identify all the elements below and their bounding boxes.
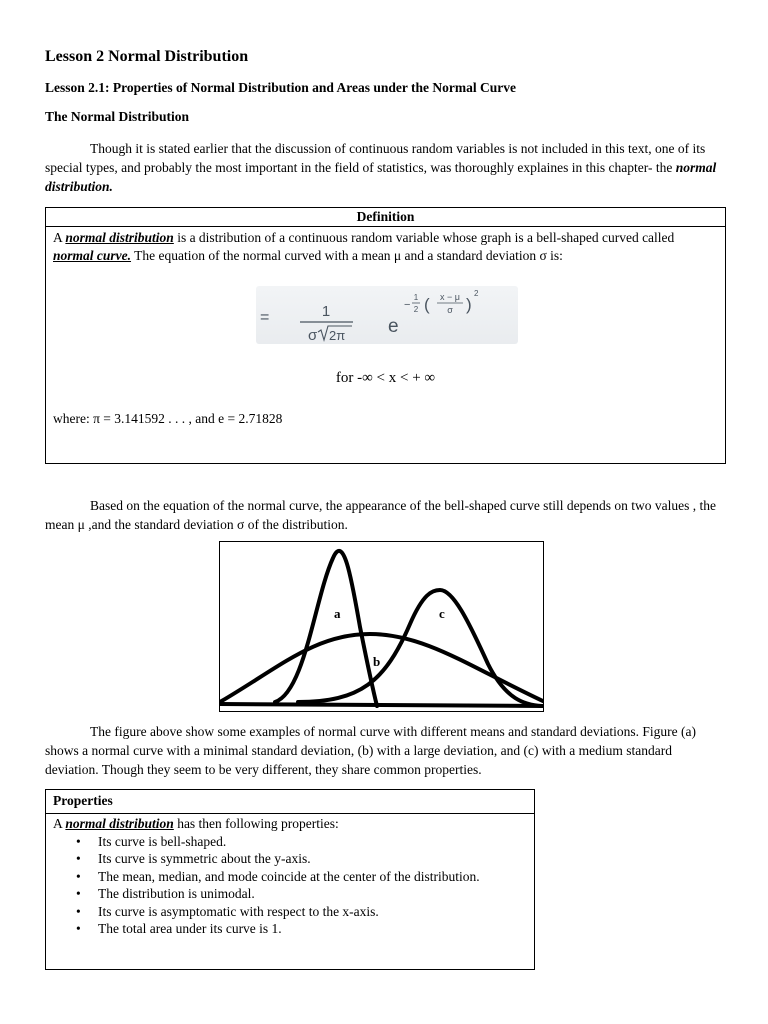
list-item: • The mean, median, and mode coincide at the center of the distribution. [98,868,527,886]
definition-a: A [53,230,66,245]
list-item: • Its curve is asymptomatic with respect to the x-axis. [98,903,527,921]
lesson-title: Lesson 2 Normal Distribution [45,48,249,65]
definition-mid: is a distribution of a continuous random variable whose graph is a bell-shaped curved called [173,230,675,245]
list-item: • The total area under its curve is 1. [98,920,527,938]
formula-e: e [388,316,399,337]
properties-a: A [53,816,66,831]
formula-lparen: ( [424,295,430,314]
formula-inner-den: σ [447,305,453,315]
formula-power: 2 [474,289,479,298]
definition-term-normal-distribution: normal distribution [65,230,174,245]
list-item: • The distribution is unimodal. [98,885,527,903]
figure-explanation-paragraph [45,722,725,779]
list-item: • Its curve is bell-shaped. [98,833,527,851]
properties-body [46,814,534,939]
properties-term: normal distribution [65,816,174,831]
properties-box [45,789,535,970]
definition-term-normal-curve: normal curve. [53,248,132,263]
formula-inner-num: x − μ [440,292,460,302]
curve-b [220,634,544,702]
para2-text: Based on the equation of the normal curve, the appearance of the bell-shaped curve still depends on two values , the mean μ ,and the standard deviation σ of the distribution. [45,498,717,532]
normal-curves-figure [219,541,544,712]
definition-box [45,207,726,464]
normal-curves-svg [220,542,544,712]
properties-list [53,833,527,938]
properties-rest: has then following properties: [173,816,339,831]
formula-sigma: σ [308,327,318,344]
properties-heading: Properties [46,790,534,814]
curve-a [275,551,377,706]
curve-b-label: b [373,654,381,669]
curve-a-label: a [334,606,341,621]
formula-exp-den: 2 [413,305,419,314]
constants-note: where: π = 3.141592 . . . , and e = 2.71828 [53,411,283,426]
formula-root: 2π [329,328,346,343]
x-axis-line [220,704,544,706]
normal-curve-formula [256,286,518,344]
section-heading: The Normal Distribution [45,109,190,124]
para3-text: The figure above show some examples of normal curve with different means and standard deviations. Figure (a) shows a normal curve with a minimal standard deviation, (b) with a large deviation, and (c) with a medium standard deviation. Though they seem to be very different, they share common properties. [45,724,696,777]
formula-range: for -∞ < x < + ∞ [335,370,436,386]
definition-body [46,227,725,267]
formula-rparen: ) [466,295,472,314]
curve-dependency-paragraph [45,496,725,534]
definition-heading: Definition [46,208,725,227]
formula-numerator: 1 [321,303,331,320]
formula-exp-sign: − [404,299,411,311]
properties-intro [53,815,527,833]
formula-equals: = [260,309,270,326]
intro-emphasis: normal distribution. [45,160,717,194]
subsection-title: Lesson 2.1: Properties of Normal Distribution and Areas under the Normal Curve [45,80,516,95]
intro-paragraph [45,139,725,196]
definition-rest: The equation of the normal curved with a mean μ and a standard deviation σ is: [131,248,563,263]
intro-text: Though it is stated earlier that the discussion of continuous random variables is not included in this text, one of its special types, and probably the most important in the field of statistics, was thoroughly explaines in this chapter- the [45,141,706,175]
list-item: • Its curve is symmetric about the y-axis. [98,850,527,868]
curve-c-label: c [439,606,445,621]
formula-exp-num: 1 [413,293,419,302]
